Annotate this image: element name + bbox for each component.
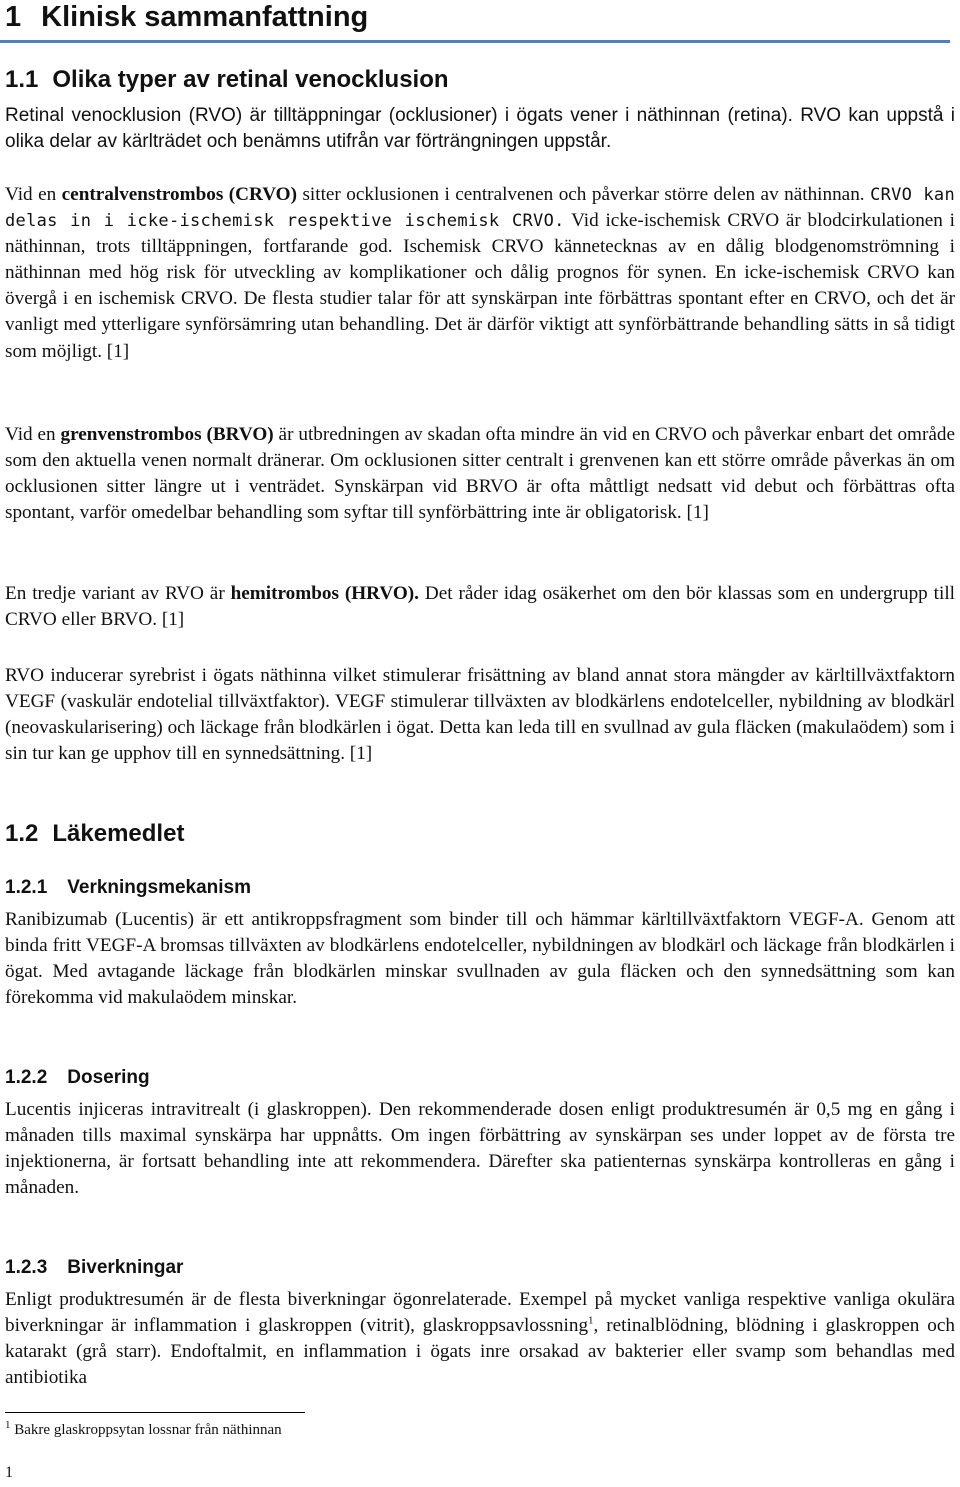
section-1-2-3-title: Biverkningar bbox=[67, 1257, 184, 1278]
hrvo-post: Det råder idag osäkerhet om den bör klassas som en undergrupp till CRVO eller BRVO. [1] bbox=[5, 583, 955, 631]
section-1-2-1-heading bbox=[5, 876, 955, 900]
hrvo-pre: En tredje variant av RVO är bbox=[5, 583, 231, 604]
hrvo-paragraph bbox=[5, 581, 955, 633]
brvo-pre: Vid en bbox=[5, 424, 61, 445]
section-1-2-number: 1.2 bbox=[5, 820, 39, 847]
chapter-heading bbox=[5, 0, 955, 34]
section-1-2-3-heading bbox=[5, 1256, 955, 1280]
brvo-paragraph bbox=[5, 422, 955, 526]
mechanism-paragraph: Ranibizumab (Lucentis) är ett antikroppsfragment som binder till och hämmar kärltillväxtfaktorn VEGF-A. Genom att binda fritt VEGF-A bromsas tillväxten av blodkärlens endotelceller, nybildningen av blodkärl och läckage från blodkärlen i ögat. Med avtagande läckage från blodkärlen minskar svullnaden av gula fläcken och den synnedsättning som kan förekomma vid makulaödem minskar. bbox=[5, 909, 955, 1009]
section-1-2-2-title: Dosering bbox=[67, 1067, 150, 1088]
section-1-1-heading bbox=[5, 66, 955, 94]
footnote-text: Bakre glaskroppsytan lossnar från näthinnan bbox=[14, 1422, 282, 1438]
heading-rule bbox=[0, 40, 950, 43]
intro-paragraph: Retinal venocklusion (RVO) är tilltäppningar (ocklusioner) i ögats vener i näthinnan (retina). RVO kan uppstå i olika delar av kärlträdet och benämns utifrån var förträngningen uppstår. bbox=[5, 105, 955, 152]
section-1-2-heading bbox=[5, 820, 955, 848]
section-1-2-title: Läkemedlet bbox=[52, 820, 185, 847]
section-1-1-number: 1.1 bbox=[5, 66, 39, 93]
brvo-post: är utbredningen av skadan ofta mindre än vid en CRVO och påverkar enbart det område som den aktuella venen normalt dränerar. Om ocklusionen sitter centralt i grenvenen kan ett större område påverkas än om ocklusionen sitter längre ut i venträdet. Synskärpan vid BRVO är ofta måttligt nedsatt vid debut och förbättras ofta spontant, varför omedelbar behandling som syftar till synförbättring inte är obligatorisk. [1] bbox=[5, 424, 955, 524]
section-1-2-3-number: 1.2.3 bbox=[5, 1257, 48, 1278]
brvo-term: grenvenstrombos (BRVO) bbox=[60, 424, 274, 445]
vegf-paragraph: RVO inducerar syrebrist i ögats näthinna vilket stimulerar frisättning av bland annat stora mängder av kärltillväxtfaktorn VEGF (vaskulär endotelial tillväxtfaktor). VEGF stimulerar tillväxten av blodkärlens endotelceller, nybildning av blodkärl (neovaskularisering) och läckage från blodkärlen i ögat. Detta kan leda till en svullnad av gula fläcken (makulaödem) som i sin tur kan ge upphov till en synnedsättning. [1] bbox=[5, 665, 955, 765]
page-number: 1 bbox=[5, 1464, 13, 1481]
section-1-2-1-title: Verkningsmekanism bbox=[67, 877, 252, 898]
crvo-paragraph bbox=[5, 182, 955, 365]
crvo-term: centralvenstrombos (CRVO) bbox=[61, 184, 297, 205]
section-1-2-2-heading bbox=[5, 1066, 955, 1090]
crvo-post: sitter ocklusionen i centralvenen och påverkar större delen av näthinnan. bbox=[296, 184, 865, 205]
crvo-classification: CRVO kan delas in i icke-ischemisk respektive ischemisk CRVO. bbox=[5, 185, 955, 232]
crvo-pre: Vid en bbox=[5, 184, 62, 205]
footnote-ref[interactable]: 1 bbox=[588, 1314, 594, 1327]
section-1-1-title: Olika typer av retinal venocklusion bbox=[52, 66, 449, 93]
footnote-divider bbox=[5, 1412, 305, 1413]
side-effects-paragraph bbox=[5, 1287, 955, 1391]
chapter-title: Klinisk sammanfattning bbox=[41, 1, 369, 33]
footnote bbox=[5, 1420, 282, 1440]
section-1-2-2-number: 1.2.2 bbox=[5, 1067, 48, 1088]
hrvo-term: hemitrombos (HRVO). bbox=[230, 583, 419, 604]
dosage-paragraph: Lucentis injiceras intravitrealt (i glaskroppen). Den rekommenderade dosen enligt produktresumén är 0,5 mg en gång i månaden tills maximal synskärpa har uppnåtts. Om ingen förbättring av synskärpan ses under loppet av de första tre injektionerna, är fortsatt behandling inte att rekommendera. Därefter ska patienternas synskärpa kontrolleras en gång i månaden. bbox=[5, 1099, 955, 1199]
section-1-2-1-number: 1.2.1 bbox=[5, 877, 48, 898]
side-effects-post: , retinalblödning, blödning i glaskroppen och katarakt (grå starr). Endoftalmit, en inflammation i ögats inre orsakad av bakterier eller svamp som behandlas med antibiotika bbox=[5, 1315, 955, 1389]
crvo-rest: Vid icke-ischemisk CRVO är blodcirkulationen i näthinnan, trots tilltäppningen, fortfarande god. Ischemisk CRVO kännetecknas av en dålig blodgenomströmning i näthinnan med hög risk för utveckling av komplikationer och dålig prognos för synen. En icke-ischemisk CRVO kan övergå i en ischemisk CRVO. De flesta studier talar för att synskärpan inte förbättras spontant efter en CRVO, och det är vanligt med ytterligare synförsämring utan behandling. Det är därför viktigt att synförbättrande behandling sätts in så tidigt som möjligt. [1] bbox=[5, 210, 955, 362]
footnote-marker: 1 bbox=[5, 1419, 11, 1431]
side-effects-pre: Enligt produktresumén är de flesta biverkningar ögonrelaterade. Exempel på mycket vanliga respektive vanliga okulära biverkningar är inflammation i glaskroppen (vitrit), glaskroppsavlossning bbox=[5, 1289, 955, 1337]
chapter-number: 1 bbox=[5, 1, 22, 33]
